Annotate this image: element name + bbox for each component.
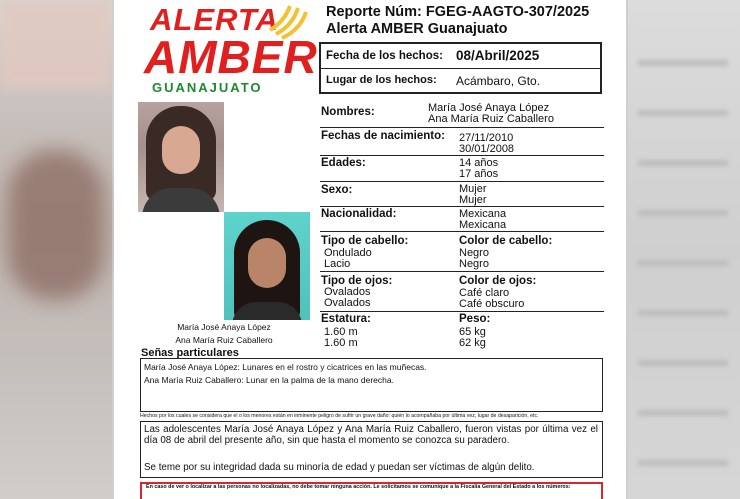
birth-value-2: 30/01/2008 [459,143,515,155]
logo-amber-text: AMBER [144,31,318,83]
height-value-2: 1.60 m [324,337,358,349]
date-label: Fecha de los hechos: [326,50,443,62]
eye-type-value-1: Ovalados [324,286,371,298]
sex-value-1: Mujer [459,183,487,195]
hair-type-value-2: Lacio [324,258,351,270]
ages-label: Edades: [321,157,366,169]
eye-color-value-1: Café claro [459,287,510,299]
hair-type-label: Tipo de cabello: [321,235,409,247]
place-label: Lugar de los hechos: [326,74,437,86]
eye-type-label: Tipo de ojos: [321,275,393,287]
nationality-value-1: Mexicana [459,208,507,220]
divider [320,206,604,207]
divider [320,155,604,156]
senas-line-1: María José Anaya López: Lunares en el rostro y cicatrices en las muñecas. [144,362,427,372]
broadcast-icon [264,0,308,44]
weight-value-2: 62 kg [459,337,486,349]
birth-label: Fechas de nacimiento: [321,130,445,142]
hair-color-label: Color de cabello: [459,235,553,247]
nationality-label: Nacionalidad: [321,208,397,220]
eye-color-label: Color de ojos: [459,275,537,287]
weight-label: Peso: [459,313,491,325]
logo-alerta-text: ALERTA [150,2,279,37]
hair-color-value-2: Negro [459,258,489,270]
divider [320,181,604,182]
description-paragraph-2: Se teme por su integridad dada su minoría de edad y puedan ser víctimas de algún delito. [144,462,535,473]
senas-title: Señas particulares [141,347,239,359]
photo-caption-1: María José Anaya López [177,322,271,332]
sex-label: Sexo: [321,184,353,196]
names-label: Nombres: [321,106,375,118]
report-number: Reporte Núm: FGEG-AAGTO-307/2025 [326,4,590,20]
nationality-value-2: Mexicana [459,219,507,231]
blurred-background-right [628,0,740,499]
date-value: 08/Abril/2025 [456,48,540,63]
hair-color-value-1: Negro [459,247,489,259]
height-value-1: 1.60 m [324,326,358,338]
eye-type-value-2: Ovalados [324,297,371,309]
divider [320,311,604,312]
names-value-2: Ana María Ruiz Caballero [428,113,554,125]
fine-print: Hechos por los cuales se considera que el o los menores están en inminente peligro de sufrir un grave daño: quién lo acompañaba por última vez, lugar de desaparición, etc. [140,413,539,419]
divider [320,127,604,128]
logo-state-text: GUANAJUATO [152,80,263,95]
birth-value-1: 27/11/2010 [459,132,514,144]
ages-value-2: 17 años [459,168,499,180]
eye-color-value-2: Café obscuro [459,298,525,310]
ages-value-1: 14 años [459,157,499,169]
hair-type-value-1: Ondulado [324,247,372,259]
sex-value-2: Mujer [459,194,487,206]
place-value: Acámbaro, Gto. [456,74,541,88]
notice-text: En caso de ver o localizar a las personas no localizadas, no debe tomar ninguna acción. Le solicitamos se comunique a la Fiscalía General del Estado a los números: [146,484,571,490]
senas-line-2: Ana María Ruiz Caballero: Lunar en la palma de la mano derecha. [144,375,394,385]
photo-caption-2: Ana María Ruiz Caballero [175,335,273,345]
blurred-background-left [0,0,112,499]
weight-value-1: 65 kg [459,326,486,338]
description-paragraph-1: Las adolescentes María José Anaya López y Ana María Ruiz Caballero, fueron vistas por última vez el día 08 de abril del presente año, sin que hasta el momento se conozca su paradero. [144,424,598,446]
alert-document [114,0,626,499]
names-value-1: María José Anaya López [428,102,550,114]
report-subtitle: Alerta AMBER Guanajuato [326,21,508,37]
height-label: Estatura: [321,313,371,325]
photo-maria-jose [138,102,224,212]
divider [320,271,604,272]
photo-ana-maria [224,212,310,320]
divider [320,231,604,232]
